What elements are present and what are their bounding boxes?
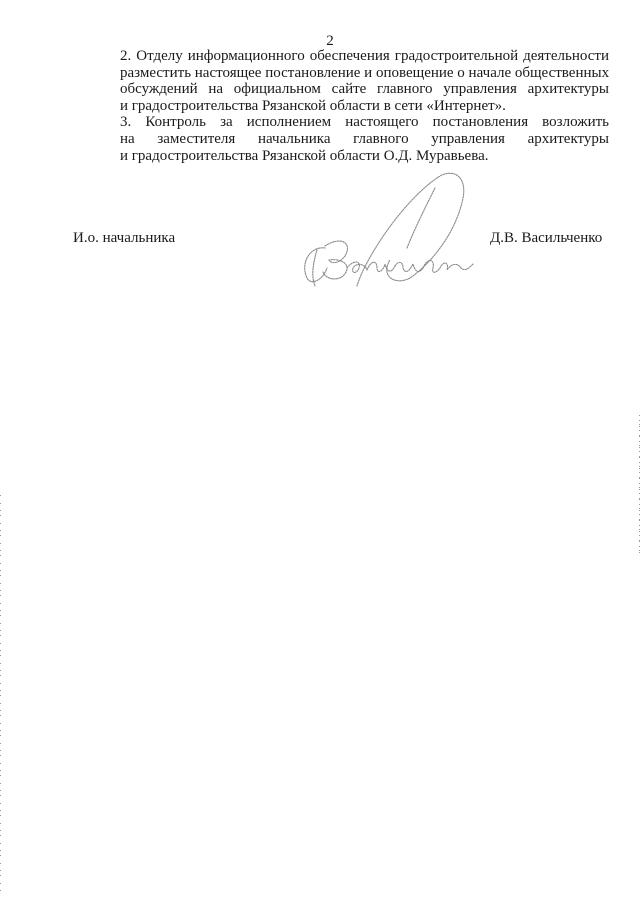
scan-speck [0,783,1,784]
scan-speck [0,630,1,631]
scan-speck [0,843,1,844]
scan-speck [0,583,1,584]
scan-speck [0,875,1,876]
scan-speck [0,503,1,504]
scan-speck [0,715,1,716]
scan-speck [0,823,1,824]
scan-speck [0,635,1,636]
text-line: 3. Контроль за исполнением настоящего постановления возложить [120,114,609,131]
scan-speck [0,730,1,731]
scan-speck [0,570,1,571]
document-body [73,48,609,164]
scan-speck [0,750,1,751]
scan-speck [0,610,1,611]
scan-speck [0,710,1,711]
signatory-name: Д.В. Васильченко [490,230,603,246]
scan-speck [0,835,1,836]
scan-speck [0,575,1,576]
scan-speck [0,870,1,871]
scan-speck [0,743,1,744]
text-line: и градостроительства Рязанской области в сети «Интернет». [120,97,506,114]
scan-speck [0,863,1,864]
scan-speck [0,883,1,884]
scan-speck [0,703,1,704]
scan-speck [0,770,1,771]
scan-speck [0,690,1,691]
scan-speck [0,495,1,496]
scan-speck [0,543,1,544]
scan-speck [0,850,1,851]
scan-speck [0,530,1,531]
scan-speck [0,663,1,664]
scan-speck [0,523,1,524]
scan-speck [0,775,1,776]
page-number: 2 [326,33,334,49]
scan-speck [0,590,1,591]
text-line: на заместителя начальника главного управления архитектуры [120,130,609,147]
scan-speck [0,595,1,596]
scan-speck [0,670,1,671]
text-line: и градостроительства Рязанской области О.Д. Муравьева. [120,147,489,164]
scan-speck [0,855,1,856]
scan-speck [0,650,1,651]
scan-speck [0,803,1,804]
scan-speck [0,755,1,756]
scan-edge-artifact-left [0,495,2,895]
scan-speck [0,723,1,724]
scan-speck [0,550,1,551]
text-line: разместить настоящее постановление и оповещение о начале общественных [120,64,610,81]
scan-speck [0,795,1,796]
scan-speck [0,810,1,811]
scan-speck [0,683,1,684]
scan-speck [0,675,1,676]
scan-speck [0,695,1,696]
text-line: 2. Отделу информационного обеспечения градостроительной деятельности [120,48,609,64]
scan-speck [0,815,1,816]
scan-speck [0,510,1,511]
scan-speck [0,535,1,536]
scan-speck [0,655,1,656]
scan-speck [0,790,1,791]
paragraph-item-3 [73,114,609,164]
scan-speck [0,515,1,516]
text-line: обсуждений на официальном сайте главного управления архитектуры [120,81,609,98]
scan-speck [0,623,1,624]
scan-speck [0,763,1,764]
signatory-position: И.о. начальника [73,230,176,246]
scan-speck [0,890,1,891]
scan-speck [0,563,1,564]
paragraph-item-2 [73,48,609,114]
scan-speck [0,830,1,831]
handwritten-signature-icon [295,168,485,293]
scan-speck [0,555,1,556]
scan-speck [0,615,1,616]
scan-speck [0,735,1,736]
scan-speck [0,603,1,604]
scan-speck [0,643,1,644]
